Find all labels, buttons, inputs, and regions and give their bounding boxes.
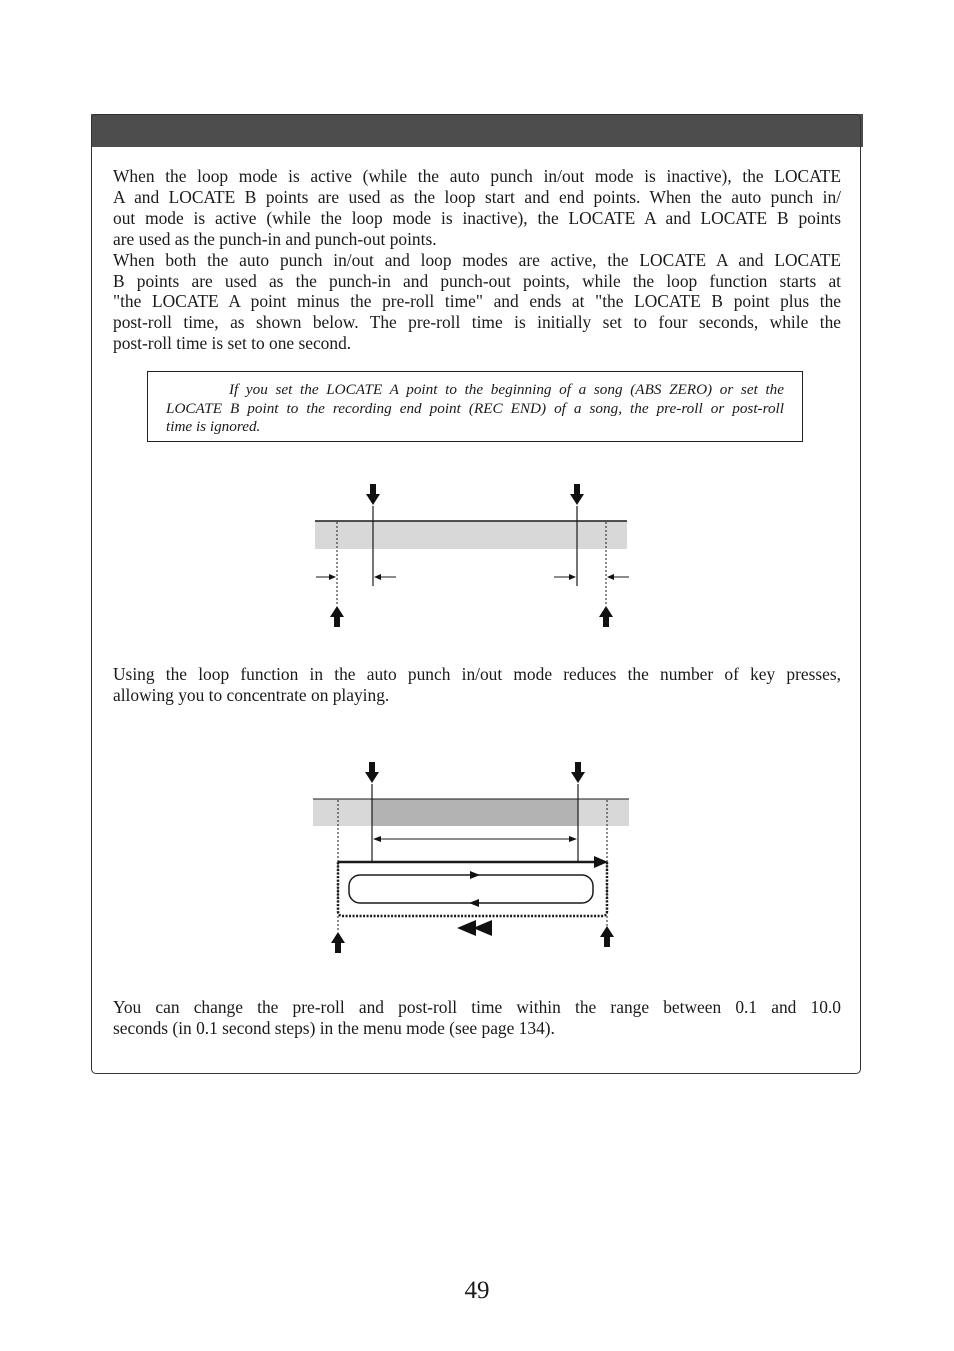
punch-region [372, 799, 578, 826]
loop-end-up-arrow-icon [599, 606, 613, 627]
intro-line: are used as the punch-in and punch-out points. [113, 228, 437, 249]
middle-line: Using the loop function in the auto punch in/out mode reduces the number of key presses, [113, 664, 841, 684]
playback-loop-capsule [349, 875, 593, 903]
closing-line: seconds (in 0.1 second steps) in the menu mode (see page 134). [113, 1017, 555, 1038]
timeline-track [315, 521, 627, 549]
preroll-dim-arrowhead-icon [329, 574, 336, 580]
locate-a-down-arrow-icon [366, 484, 380, 505]
note-line: LOCATE B point to the recording end point (REC END) of a song, the pre-roll or post-roll [166, 399, 784, 417]
note-line: If you set the LOCATE A point to the beginning of a song (ABS ZERO) or set the [229, 381, 784, 398]
note-line: time is ignored. [166, 418, 261, 436]
intro-line: When the loop mode is active (while the auto punch in/out mode is inactive), the LOCATE [113, 166, 841, 186]
preroll-postroll-diagram [300, 480, 640, 630]
intro-line: When both the auto punch in/out and loop modes are active, the LOCATE A and LOCATE [113, 249, 841, 270]
page-number: 49 [464, 1277, 490, 1304]
loop-punch-diagram [300, 755, 640, 960]
punch-span-arrowhead-icon [569, 836, 577, 842]
loop-return-path [338, 862, 607, 916]
postroll-dim-arrowhead-icon [607, 574, 614, 580]
locate-b-down-arrow-icon [570, 484, 584, 505]
postroll-dim-arrowhead-icon [569, 574, 576, 580]
closing-paragraph [113, 997, 841, 1039]
loop-right-arrow-icon [470, 871, 480, 879]
loop-end-up-arrow-icon [600, 926, 614, 947]
locate-b-down-arrow-icon [571, 762, 585, 783]
loop-start-up-arrow-icon [331, 932, 345, 953]
preroll-dim-arrowhead-icon [374, 574, 381, 580]
intro-line: out mode is active (while the loop mode is inactive), the LOCATE A and LOCATE B points [113, 207, 841, 228]
loop-start-up-arrow-icon [330, 606, 344, 627]
middle-line: allowing you to concentrate on playing. [113, 684, 390, 705]
intro-line: post-roll time, as shown below. The pre-roll time is initially set to four seconds, while the [113, 312, 841, 333]
intro-paragraph [113, 166, 841, 354]
locate-a-down-arrow-icon [365, 762, 379, 783]
closing-line: You can change the pre-roll and post-roll time within the range between 0.1 and 10.0 [113, 997, 841, 1017]
note-box [147, 371, 803, 442]
intro-line: post-roll time is set to one second. [113, 333, 352, 354]
loop-left-arrow-icon [469, 899, 479, 907]
middle-paragraph [113, 664, 841, 706]
intro-line: "the LOCATE A point minus the pre-roll time" and ends at "the LOCATE B point plus the [113, 291, 841, 312]
intro-line: A and LOCATE B points are used as the loop start and end points. When the auto punch in/ [113, 186, 841, 207]
punch-span-arrowhead-icon [373, 836, 381, 842]
intro-line: B points are used as the punch-in and punch-out points, while the loop function starts at [113, 270, 841, 291]
